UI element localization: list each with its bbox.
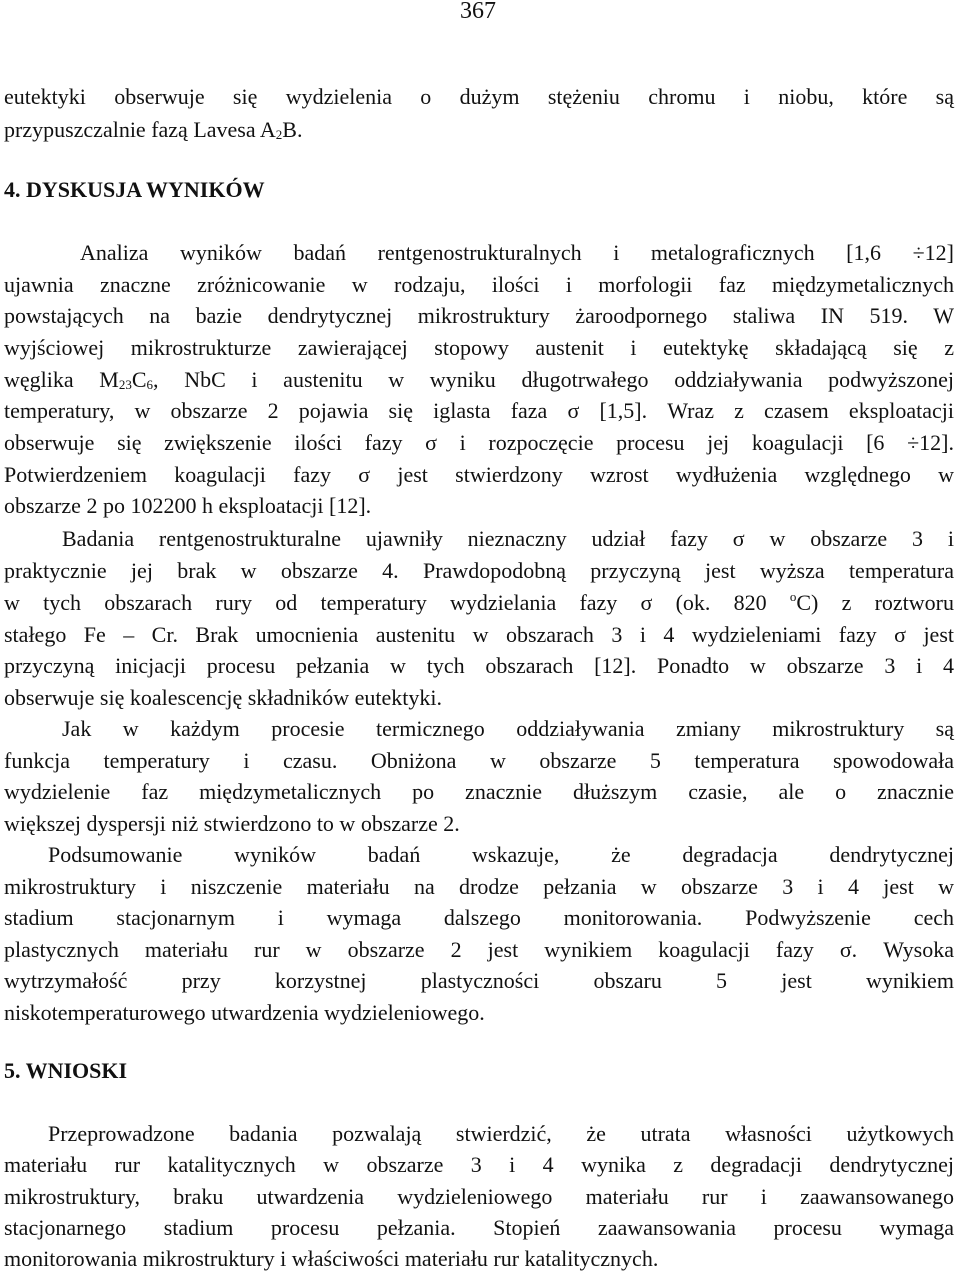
subscript: 23: [118, 377, 132, 392]
line-text: obserwuje się zwiększenie ilości fazy σ i rozpoczęcie procesu jej koagulacji [6 ÷12].: [4, 430, 954, 455]
line-text: plastycznych materiału rur w obszarze 2 jest wynikiem koagulacji fazy σ. Wysoka: [4, 937, 954, 962]
line-text: obserwuje się koalescencję składników eutektyki.: [4, 685, 443, 710]
line-text: węglika M: [4, 367, 119, 392]
text-line: [4, 966, 954, 996]
line-text: niskotemperaturowego utwardzenia wydzieleniowego.: [4, 1000, 485, 1025]
text-line: [48, 840, 954, 870]
line-text: w tych obszarach rury od temperatury wydzielania fazy σ (ok. 820: [4, 590, 790, 615]
line-text: Przeprowadzone badania pozwalają stwierdzić, że utrata własności użytkowych: [48, 1121, 954, 1146]
line-text: Potwierdzeniem koagulacji fazy σ jest stwierdzony wzrost wydłużenia względnego w: [4, 462, 954, 487]
line-text: wyjściowej mikrostrukturze zawierającej stopowy austenit i eutektykę składającą się z: [4, 335, 954, 360]
text-line: [4, 460, 954, 490]
text-line: [4, 683, 954, 713]
line-text: C) z roztworu: [796, 590, 954, 615]
text-line: [4, 651, 954, 681]
text-line: [4, 365, 954, 395]
text-line: [4, 491, 954, 521]
text-line: [4, 270, 954, 300]
text-line: [4, 115, 954, 145]
line-text: funkcja temperatury i czasu. Obniżona w obszarze 5 temperatura spowodowała: [4, 748, 954, 773]
text-line: [4, 1244, 954, 1274]
line-text: powstających na bazie dendrytycznej mikrostruktury żaroodpornego staliwa IN 519. W: [4, 303, 954, 328]
line-text: Analiza wyników badań rentgenostrukturalnych i metalograficznych [1,6 ÷12]: [80, 240, 954, 265]
section-heading: [4, 1056, 954, 1086]
subscript: 2: [275, 127, 283, 142]
text-line: [4, 82, 954, 112]
heading-text: 5. WNIOSKI: [4, 1058, 128, 1083]
line-text: Podsumowanie wyników badań wskazuje, że degradacja dendrytycznej: [48, 842, 954, 867]
line-text: Jak w każdym procesie termicznego oddziaływania zmiany mikrostruktury są: [62, 716, 954, 741]
text-line: [4, 588, 954, 618]
text-line: [4, 746, 954, 776]
line-text: , NbC i austenitu w wyniku długotrwałego oddziaływania podwyższonej: [153, 367, 954, 392]
text-line: [62, 524, 954, 554]
line-text: materiału rur katalitycznych w obszarze 3 i 4 wynika z degradacji dendrytycznej: [4, 1152, 954, 1177]
line-text: eutektyki obserwuje się wydzielenia o dużym stężeniu chromu i niobu, które są: [4, 84, 954, 109]
text-line: [4, 872, 954, 902]
line-text: przypuszczalnie fazą Lavesa A: [4, 117, 276, 142]
line-text: monitorowania mikrostruktury i właściwości materiału rur katalitycznych.: [4, 1246, 659, 1271]
text-line: [4, 428, 954, 458]
line-text: stałego Fe – Cr. Brak umocnienia austenitu w obszarach 3 i 4 wydzieleniami fazy σ jest: [4, 622, 954, 647]
line-text: C: [131, 367, 147, 392]
section-heading: [4, 175, 954, 205]
line-text: stadium stacjonarnym i wymaga dalszego monitorowania. Podwyższenie cech: [4, 905, 954, 930]
text-line: [4, 809, 954, 839]
text-line: [4, 777, 954, 807]
line-text: wytrzymałość przy korzystnej plastyczności obszaru 5 jest wynikiem: [4, 968, 954, 993]
superscript: o: [789, 589, 797, 604]
text-line: [4, 998, 954, 1028]
page-number: 367: [460, 0, 496, 24]
text-line: [4, 1150, 954, 1180]
line-text: Badania rentgenostrukturalne ujawniły nieznaczny udział fazy σ w obszarze 3 i: [62, 526, 954, 551]
line-text: większej dyspersji niż stwierdzono to w obszarze 2.: [4, 811, 460, 836]
line-text: przyczyną inicjacji procesu pełzania w tych obszarach [12]. Ponadto w obszarze 3 i 4: [4, 653, 954, 678]
text-line: [4, 903, 954, 933]
line-text: mikrostruktury, braku utwardzenia wydzieleniowego materiału rur i zaawansowanego: [4, 1184, 954, 1209]
line-text: temperatury, w obszarze 2 pojawia się iglasta faza σ [1,5]. Wraz z czasem eksploatacji: [4, 398, 954, 423]
text-line: [4, 1182, 954, 1212]
text-line: [4, 935, 954, 965]
text-line: [4, 1213, 954, 1243]
line-text: mikrostruktury i niszczenie materiału na drodze pełzania w obszarze 3 i 4 jest w: [4, 874, 954, 899]
text-line: [62, 714, 954, 744]
heading-text: 4. DYSKUSJA WYNIKÓW: [4, 177, 265, 202]
text-line: [4, 556, 954, 586]
text-line: [4, 301, 954, 331]
line-text: B.: [282, 117, 303, 142]
subscript: 6: [146, 377, 154, 392]
line-text: stacjonarnego stadium procesu pełzania. Stopień zaawansowania procesu wymaga: [4, 1215, 954, 1240]
line-text: praktycznie jej brak w obszarze 4. Prawdopodobną przyczyną jest wyższa temperatura: [4, 558, 954, 583]
line-text: ujawnia znaczne zróżnicowanie w rodzaju, ilości i morfologii faz międzymetalicznych: [4, 272, 954, 297]
text-line: [80, 238, 954, 268]
text-line: [48, 1119, 954, 1149]
line-text: obszarze 2 po 102200 h eksploatacji [12].: [4, 493, 372, 518]
text-line: [4, 620, 954, 650]
text-line: [4, 333, 954, 363]
line-text: wydzielenie faz międzymetalicznych po znacznie dłuższym czasie, ale o znacznie: [4, 779, 954, 804]
text-line: [4, 396, 954, 426]
